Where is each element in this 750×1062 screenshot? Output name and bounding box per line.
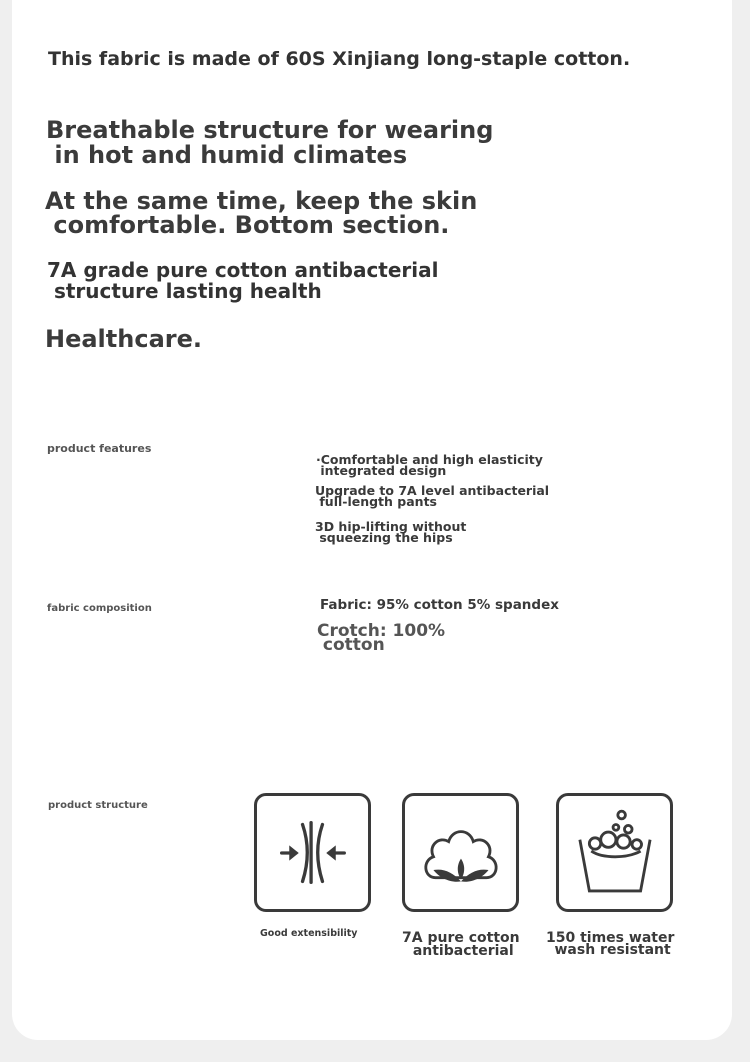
- structure-caption: Good extensibility: [260, 928, 358, 939]
- product-features-label: product features: [47, 442, 152, 455]
- cotton-flower-icon: [402, 793, 519, 912]
- fabric-composition-label: fabric composition: [47, 603, 152, 614]
- feature-item: ·Comfortable and high elasticity integrated design: [316, 452, 543, 478]
- structure-caption: 7A pure cotton antibacterial: [402, 930, 520, 959]
- headline-antibacterial: 7A grade pure cotton antibacterial structure lasting health: [47, 258, 439, 303]
- compression-arrows-icon: [254, 793, 371, 912]
- fabric-line: Fabric: 95% cotton 5% spandex: [320, 597, 559, 613]
- feature-item: 3D hip-lifting without squeezing the hips: [315, 519, 467, 545]
- crotch-line: Crotch: 100% cotton: [317, 621, 446, 655]
- product-structure-label: product structure: [48, 800, 148, 811]
- headline-comfortable: At the same time, keep the skin comfortable. Bottom section.: [45, 187, 478, 239]
- intro-text: This fabric is made of 60S Xinjiang long-staple cotton.: [48, 48, 631, 70]
- structure-caption: 150 times water wash resistant: [546, 930, 675, 958]
- wash-basin-icon: [556, 793, 673, 912]
- headline-healthcare: Healthcare.: [45, 325, 202, 353]
- feature-item: Upgrade to 7A level antibacterial full-length pants: [315, 483, 550, 509]
- headline-breathable: Breathable structure for wearing in hot and humid climates: [46, 116, 494, 169]
